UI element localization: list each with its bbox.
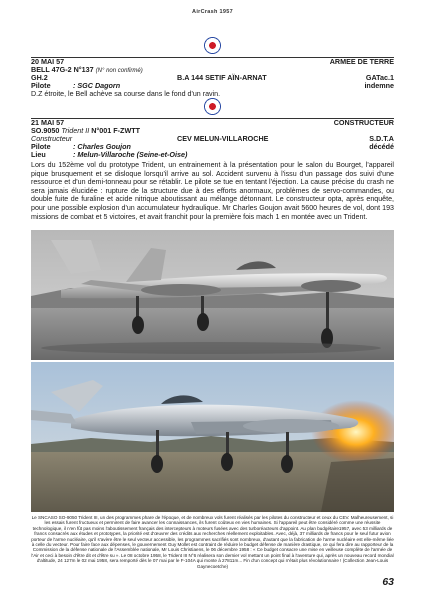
entry1-text: D.Z étroite, le Bell achève sa course dans le fond d'un ravin. [31,90,221,98]
entry1-pilot-status: indemne [364,81,394,90]
trident-photo-bw-image [31,230,394,360]
photo-caption: Le SNCASO SO-9050 Trident III, un des programmes phare de l'époque, et de nombreux vols furent réalisés par les pilotes du constructeur et ceux du CEV. Malheureusement, si les essais furent fructueux et permirent de faire avancer les connaissances, ils furent coûteux en vies humaines. Si l'appareil peut être considéré comme une réussite technologique, il n'en fût pas moins l'aboutissement français des intercepteurs à moteurs fusées avec des turboréacteurs d'appoint. Au plan budgétaire1957, avec 53 milliards de francs consacrés aux études et prototypes, la priorité est d'œuvrer des crédits aux recherches réellement exploitables. Avec, déjà, 37 milliards de francs pour le seul futur avion porteur de l'arme nucléaire, qu'il s'avère être le seul vecteur accessible, les programmes sacrifiés sont nombreux, d'autant que la fabrication de l'arme nucléaire est elle-même liée à celle du vecteur. Pour faire face aux dépenses, le gouvernement Guy Mollet est contraint de réduire le budget défense de manière drastique, ce qui fera dire au rapporteur de la Commission de la défense nationale de l'Assemblée nationale, Mr Louis Christiaens, le 06 décembre 1958 : « Ce budget consacre une mise en veilleuse complète de l'armée de l'Air et ceci à besoin d'être dit et d'être su ». Le 08 octobre 1958, le Trident III N°6 réalisera son dernier vol mettant un point final à l'aventure qui, après un nouveau record mondial d'altitude, 24 127m le 02 mai 1958, sera remporté dès le 07 mai par le F-104A qui monte à 27811m... Fin d'un concept qui n'était plus révolutionnaire ! (Collection Jean-Louis Gaynecoetche) [31,515,394,569]
french-roundel-icon [204,98,221,115]
trident-photo-color [31,362,394,512]
entry2-aircraft-prefix: SO.9050 [31,126,60,135]
entry2-pilot-label: Pilote [31,142,51,151]
entry1-pilot-name: : SGC Dagorn [73,81,121,90]
entry2-pilot-status: décédé [369,142,394,151]
entry2-center-code: S.D.T.A [369,134,394,143]
trident-photo-bw [31,230,394,360]
entry2-category: CONSTRUCTEUR [333,118,394,127]
entry1-serial: N°137 [73,65,94,74]
entry2-builder-label: Constructeur [31,134,73,143]
entry2-text: Lors du 152ème vol du prototype Trident, un entrainement à la présentation pour le salon du Bourget, l'appareil pique brusquement et se disloque lorsqu'il arrive au sol. Accident survenu à l'issu d'un passage dos suivi d'une ressource et d'un demi-tonneau pour se rétablir. Le pilote se tue en tentant l'éjection. La cause précise du crash ne sera jamais élucidée : rupture de la structure due à des efforts anormaux, problèmes de servo-commandes, ou double fuite de furaline et acide nitrique aboutissant au mélange détonnant. Le constructeur opta, après enquête, pour une possible explosion d'un accumulateur hydraulique. Mr Charles Goujon avait 5600 heures de vol, dont 193 missions de combat et 5 victoires, et avait franchit pour la première fois mach 1 en montée avec un Trident. [31,161,394,221]
entry2-registration: F-ZWTT [113,126,141,135]
page-number: 63 [382,576,394,588]
entry1-pilot-label: Pilote [31,81,51,90]
trident-photo-color-image [31,362,394,512]
entry2-place-name: : Melun-Villaroche (Seine-et-Oise) [73,150,188,159]
entry2-aircraft-type: Trident II [61,126,90,135]
entry1-aircraft: BELL 47G-2 [31,65,72,74]
entry1-category: ARMEE DE TERRE [329,57,394,66]
running-header: AirCrash 1957 [192,9,233,15]
entry1-date: 20 MAI 57 [31,57,65,66]
entry2-place [31,151,187,160]
entry1-unit-code: GATac.1 [365,73,394,82]
entry2-place-label: Lieu [31,150,46,159]
entry1-unit: GH.2 [31,73,48,82]
entry1-serial-note: (N° non confirmé) [95,68,143,74]
entry2-pilot-name: : Charles Goujon [73,142,131,151]
entry2-center: CEV MELUN-VILLAROCHE [177,134,269,143]
entry1-base: B.A 144 SETIF AÏN-ARNAT [177,73,267,82]
entry2-date: 21 MAI 57 [31,118,65,127]
entry2-serial: N°001 [91,126,112,135]
french-roundel-icon [204,37,221,54]
